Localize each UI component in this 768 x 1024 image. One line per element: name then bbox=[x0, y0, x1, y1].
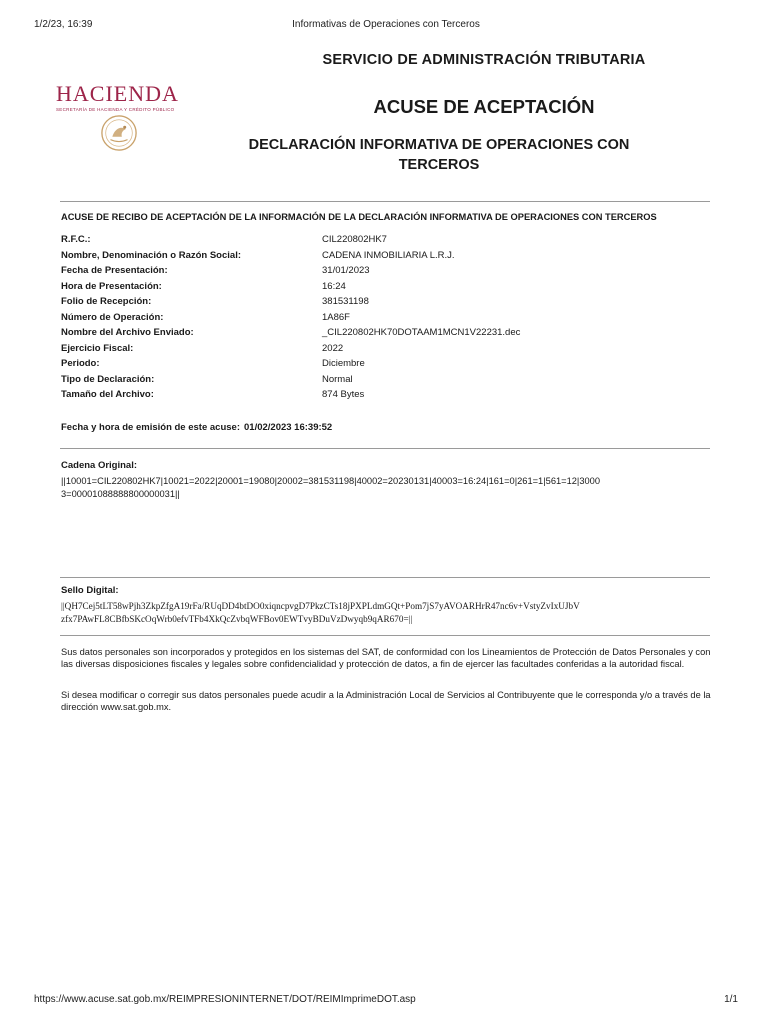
privacy-paragraph: Sus datos personales son incorporados y protegidos en los sistemas del SAT, de conformidad con los Lineamientos de Protección de Datos Personales y con las diversas disposiciones fiscales y legales sobre confidencialidad y protección de datos, a fin de ejercer las facultades conferidas a la autoridad fiscal. bbox=[61, 647, 711, 669]
field-row-periodo bbox=[61, 358, 711, 374]
field-value: 381531198 bbox=[322, 296, 369, 307]
field-label: Número de Operación: bbox=[61, 311, 164, 323]
emision-value: 01/02/2023 16:39:52 bbox=[244, 422, 333, 433]
heading-declaracion-line2: TERCEROS bbox=[398, 157, 480, 173]
heading-acuse: ACUSE DE ACEPTACIÓN bbox=[373, 96, 595, 117]
sello-digital-line2: zfx7PAwFL8CBfbSKcOqWrb0efvTFb4XkQcZvbqWFBov0EWTvyBDuVzDwyqb9qAR670=|| bbox=[61, 614, 413, 624]
heading-servicio: SERVICIO DE ADMINISTRACIÓN TRIBUTARIA bbox=[322, 52, 646, 68]
logo-wordmark: HACIENDA bbox=[56, 81, 179, 106]
field-row-folio bbox=[61, 296, 711, 312]
field-label: Hora de Presentación: bbox=[61, 280, 162, 292]
field-label: Fecha de Presentación: bbox=[61, 265, 168, 276]
field-label: Folio de Recepción: bbox=[61, 296, 152, 307]
sello-digital-label: Sello Digital: bbox=[61, 585, 119, 596]
field-row-fecha-presentacion bbox=[61, 265, 711, 281]
field-row-numero-operacion bbox=[61, 312, 711, 328]
field-label: Periodo: bbox=[61, 358, 100, 369]
cadena-original-line1: ||10001=CIL220802HK7|10021=2022|20001=19080|20002=381531198|40002=20230131|40003=16:24|161=0|261=1|561=12|3000 bbox=[61, 476, 601, 486]
field-row-tipo bbox=[61, 374, 711, 390]
print-title: Informativas de Operaciones con Terceros bbox=[292, 19, 480, 30]
field-value: CADENA INMOBILIARIA L.R.J. bbox=[322, 249, 455, 261]
field-row-ejercicio bbox=[61, 343, 711, 359]
sello-digital-text bbox=[61, 600, 711, 626]
field-value: 31/01/2023 bbox=[322, 265, 370, 276]
national-seal-icon bbox=[100, 114, 138, 152]
contact-paragraph: Si desea modificar o corregir sus datos personales puede acudir a la Administración Local de Servicios al Contribuyente que le corresponda y/o a través de la dirección www.sat.gob.mx. bbox=[61, 690, 711, 712]
field-label: R.F.C.: bbox=[61, 234, 91, 245]
hacienda-logo bbox=[56, 82, 184, 178]
field-value: 1A86F bbox=[322, 311, 350, 323]
cadena-original-line2: 3=00001088888800000031|| bbox=[61, 489, 180, 499]
field-row-hora-presentacion bbox=[61, 281, 711, 297]
field-row-archivo bbox=[61, 327, 711, 343]
field-value: 16:24 bbox=[322, 280, 346, 292]
field-label: Nombre del Archivo Enviado: bbox=[61, 327, 194, 338]
print-header bbox=[34, 19, 738, 33]
print-footer bbox=[34, 994, 738, 1008]
field-row-rfc bbox=[61, 234, 711, 250]
section-title: ACUSE DE RECIBO DE ACEPTACIÓN DE LA INFORMACIÓN DE LA DECLARACIÓN INFORMATIVA DE OPERACIONES CON TERCEROS bbox=[61, 212, 657, 222]
field-value: _CIL220802HK70DOTAAM1MCN1V22231.dec bbox=[322, 327, 521, 338]
field-row-tamano bbox=[61, 389, 711, 405]
field-value: CIL220802HK7 bbox=[322, 234, 387, 245]
heading-declaracion-line1: DECLARACIÓN INFORMATIVA DE OPERACIONES CON bbox=[248, 137, 630, 153]
field-label: Tamaño del Archivo: bbox=[61, 389, 154, 400]
field-value: Diciembre bbox=[322, 358, 365, 369]
sello-digital-line1: ||QH7Cej5tLT58wPjh3ZkpZfgA19rFa/RUqDD4btDO0xiqncpvgD7PkzCTs18jPXPLdmGQt+Pom7jS7yAVOARHrR47nc6v+VstyZvIxUJbV bbox=[61, 601, 580, 611]
field-label: Ejercicio Fiscal: bbox=[61, 342, 134, 354]
field-label: Nombre, Denominación o Razón Social: bbox=[61, 249, 241, 261]
acuse-fields bbox=[61, 234, 711, 405]
field-row-razon-social bbox=[61, 250, 711, 266]
emision-label: Fecha y hora de emisión de este acuse: bbox=[61, 422, 240, 433]
cadena-original-text bbox=[61, 475, 711, 501]
heading-declaracion bbox=[200, 135, 768, 175]
divider bbox=[60, 577, 710, 578]
divider bbox=[60, 448, 710, 449]
print-url: https://www.acuse.sat.gob.mx/REIMPRESIONINTERNET/DOT/REIMImprimeDOT.asp bbox=[34, 994, 416, 1005]
print-datetime: 1/2/23, 16:39 bbox=[34, 19, 93, 30]
divider bbox=[60, 635, 710, 636]
field-label: Tipo de Declaración: bbox=[61, 373, 155, 385]
field-value: Normal bbox=[322, 373, 353, 385]
page-counter: 1/1 bbox=[724, 994, 738, 1005]
emision-line bbox=[61, 422, 332, 433]
field-value: 2022 bbox=[322, 342, 344, 354]
cadena-original-label: Cadena Original: bbox=[61, 460, 138, 471]
field-value: 874 Bytes bbox=[322, 389, 365, 400]
logo-subtitle: SECRETARÍA DE HACIENDA Y CRÉDITO PÚBLICO bbox=[56, 107, 175, 112]
divider bbox=[60, 201, 710, 202]
